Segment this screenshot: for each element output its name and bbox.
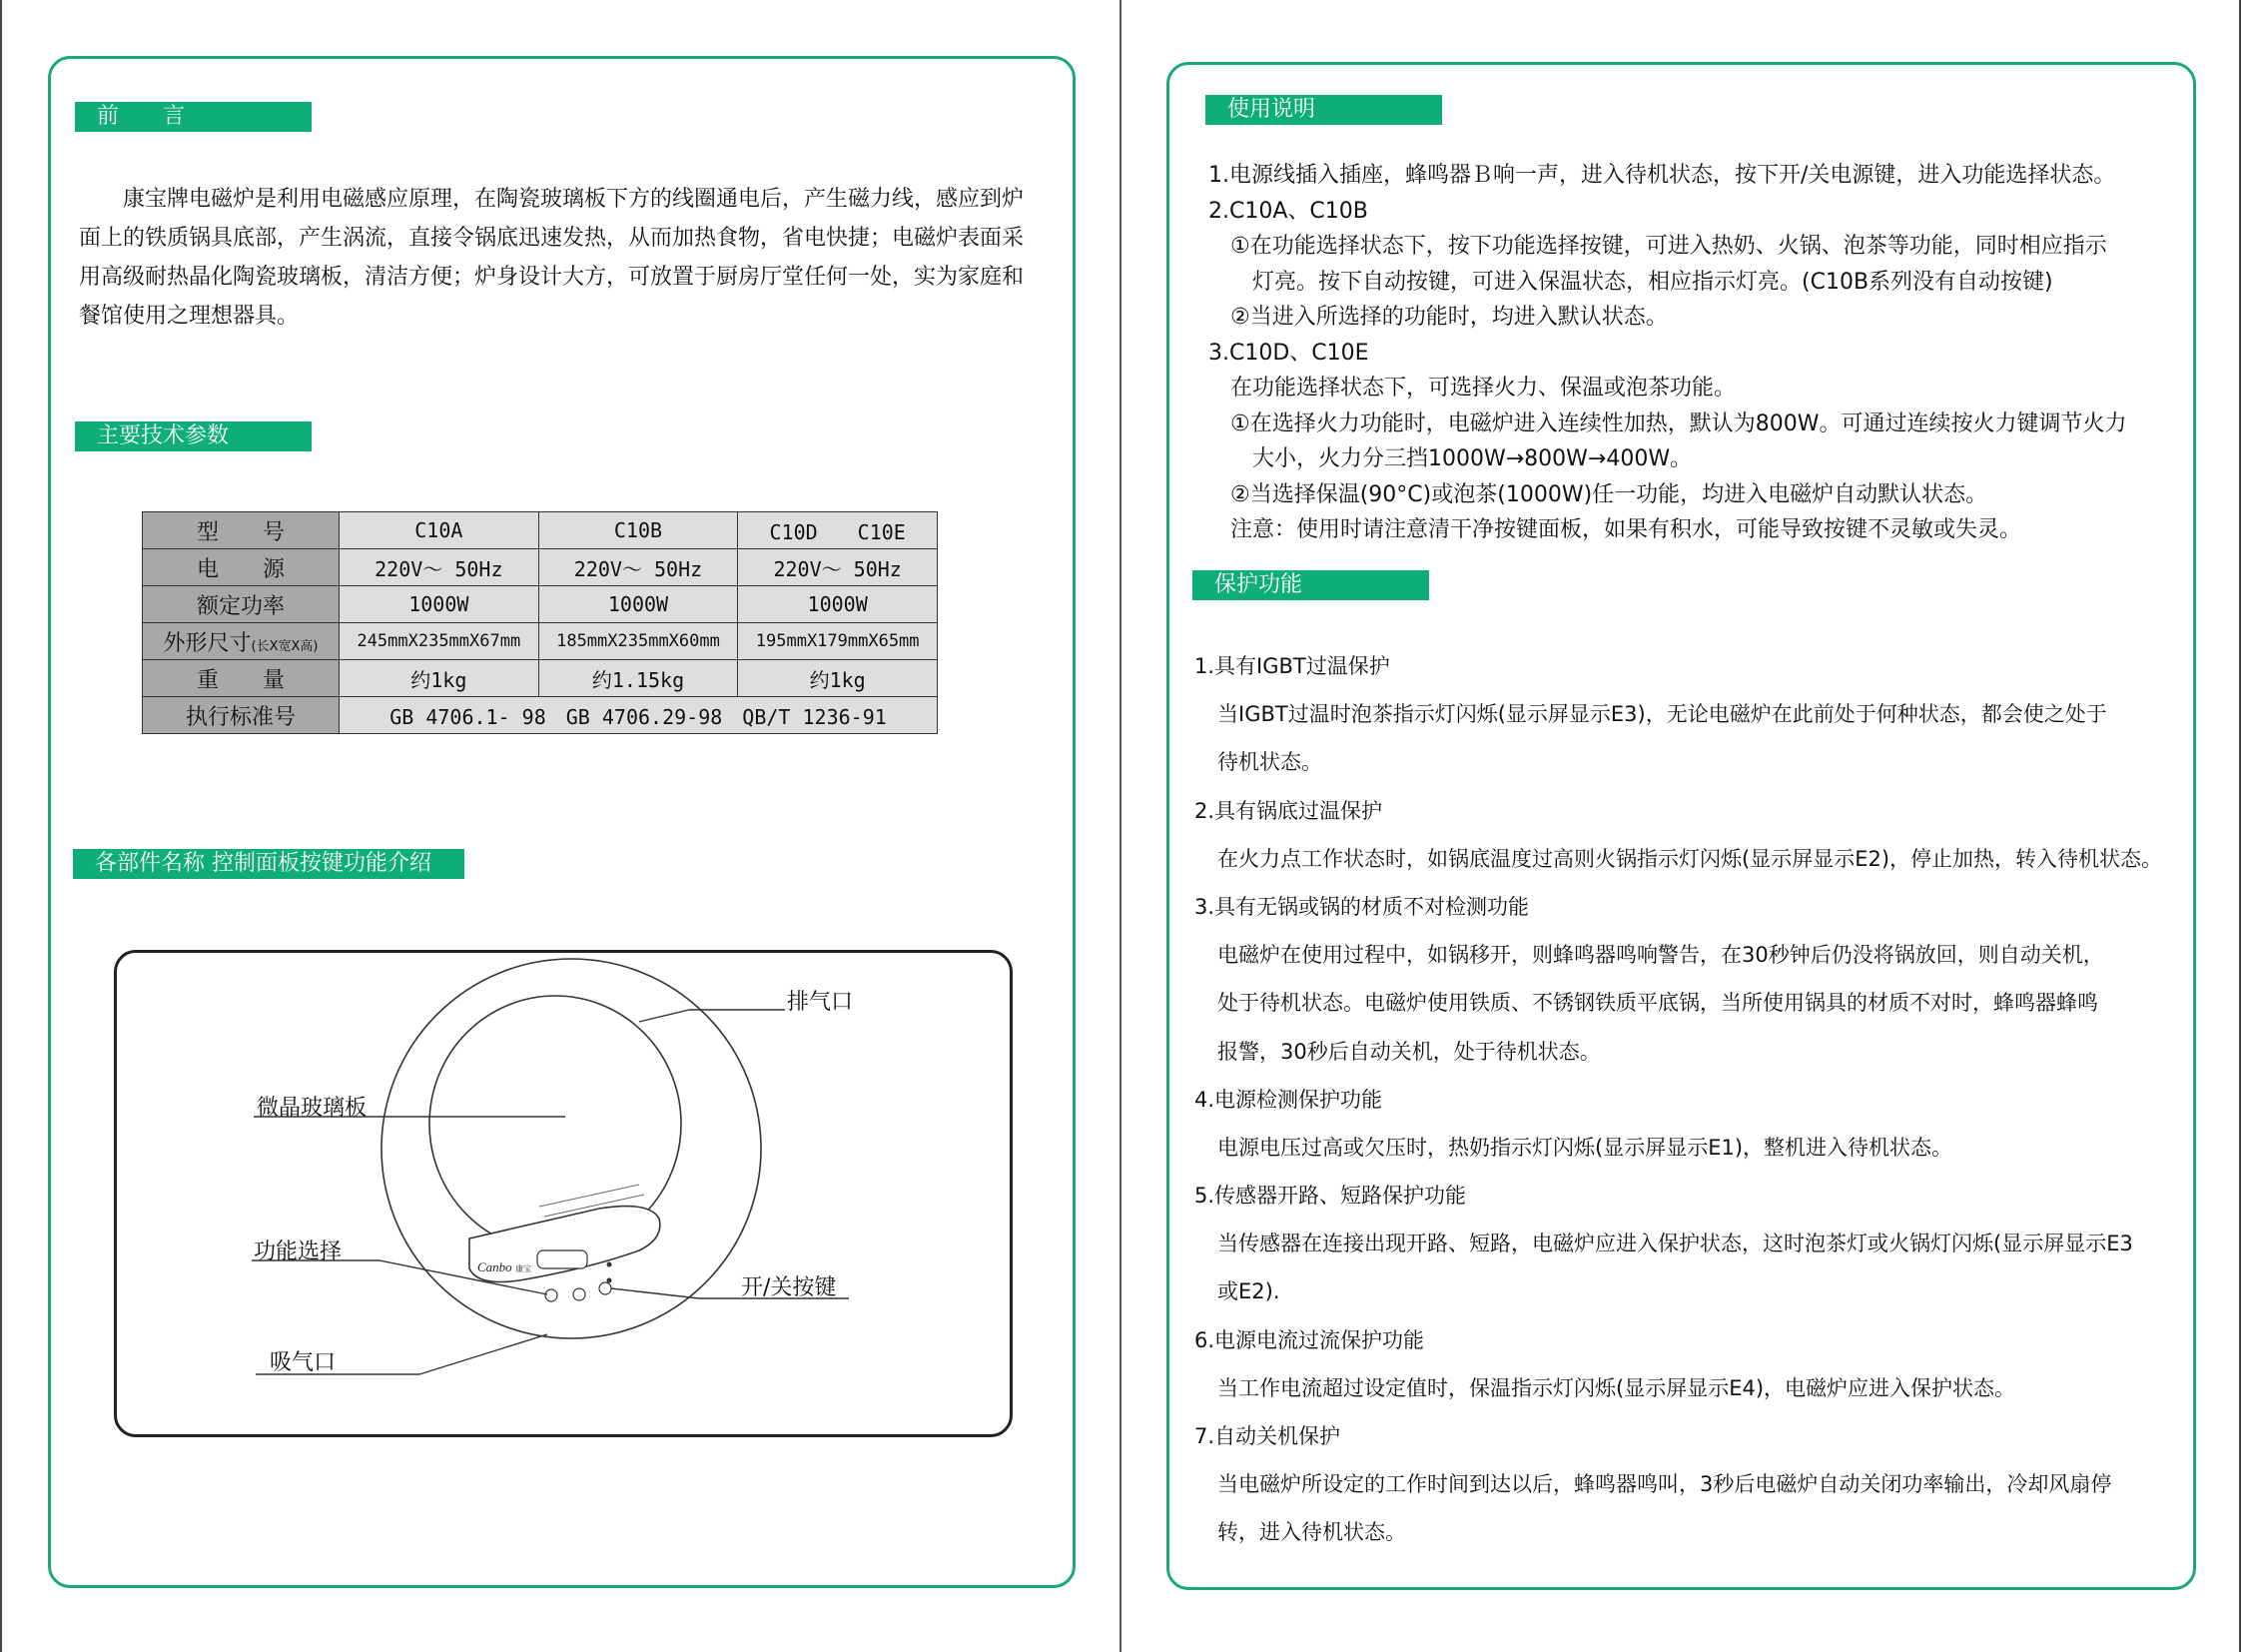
protection-item-desc: 转，进入待机状态。 bbox=[1217, 1520, 1406, 1545]
protection-item-desc: 当电磁炉所设定的工作时间到达以后，蜂鸣器鸣叫，3秒后电磁炉自动关闭功率输出，冷却风扇停 bbox=[1217, 1472, 2112, 1497]
spec-row-model bbox=[143, 512, 938, 549]
foreword-line: 面上的铁质锅具底部，产生涡流，直接令锅底迅速发热，从而加热食物，省电快捷；电磁炉表面采 bbox=[79, 226, 1025, 251]
display-window bbox=[537, 1250, 587, 1268]
spec-table bbox=[142, 511, 938, 734]
power-button bbox=[599, 1282, 611, 1294]
power-leader bbox=[611, 1288, 699, 1298]
parts-heading: 各部件名称 控制面板按键功能介绍 bbox=[73, 849, 464, 879]
protection-item-desc: 或E2). bbox=[1217, 1279, 1280, 1304]
spec-cell: C10A bbox=[340, 512, 539, 549]
panel-print-line bbox=[539, 1185, 639, 1207]
usage-line: ①在功能选择状态下，按下功能选择按键，可进入热奶、火锅、泡茶等功能，同时相应指示 bbox=[1208, 234, 2107, 259]
auto-button bbox=[573, 1288, 585, 1300]
usage-line: 2.C10A、C10B bbox=[1208, 198, 1368, 224]
spec-label: 型 号 bbox=[143, 512, 340, 549]
protection-item-desc: 当IGBT过温时泡茶指示灯闪烁(显示屏显示E3)，无论电磁炉在此前处于何种状态，都会使之处于 bbox=[1217, 702, 2107, 727]
foreword-heading: 前 言 bbox=[75, 102, 312, 132]
protection-item-title: 5.传感器开路、短路保护功能 bbox=[1194, 1184, 1467, 1209]
spec-row-weight bbox=[143, 660, 938, 697]
indicator-light bbox=[607, 1262, 612, 1267]
spec-label: 重 量 bbox=[143, 660, 340, 697]
foreword-line: 用高级耐热晶化陶瓷玻璃板，清洁方便；炉身设计大方，可放置于厨房厅堂任何一处，实为家庭和 bbox=[79, 265, 1025, 290]
protection-heading: 保护功能 bbox=[1192, 570, 1429, 600]
spec-label: 外形尺寸(长X宽X高) bbox=[143, 623, 340, 660]
indicator-light bbox=[607, 1278, 612, 1283]
spec-cell: 1000W bbox=[340, 586, 539, 623]
spec-label: 额定功率 bbox=[143, 586, 340, 623]
protection-list bbox=[1194, 648, 2162, 1563]
spec-row-dimensions bbox=[143, 623, 938, 660]
spec-row-standard bbox=[143, 697, 938, 734]
spec-cell: 185mmX235mmX60mm bbox=[538, 623, 738, 660]
protection-item-title: 4.电源检测保护功能 bbox=[1194, 1087, 1383, 1112]
protection-item-desc: 当工作电流超过设定值时，保温指示灯闪烁(显示屏显示E4)，电磁炉应进入保护状态。 bbox=[1217, 1375, 2016, 1400]
callout-glass: 微晶玻璃板 bbox=[257, 1096, 368, 1121]
spec-cell: C10B bbox=[538, 512, 738, 549]
callout-power: 开/关按键 bbox=[741, 1275, 837, 1300]
protection-item-desc: 电源电压过高或欠压时，热奶指示灯闪烁(显示屏显示E1)，整机进入待机状态。 bbox=[1217, 1135, 1953, 1160]
usage-line: 1.电源线插入插座，蜂鸣器Ｂ响一声，进入待机状态，按下开/关电源键，进入功能选择状态。 bbox=[1208, 163, 2116, 188]
spec-cell: 1000W bbox=[538, 586, 738, 623]
protection-item-title: 7.自动关机保护 bbox=[1194, 1424, 1341, 1448]
protection-item-title: 2.具有锅底过温保护 bbox=[1194, 798, 1383, 823]
protection-item-desc: 电磁炉在使用过程中，如锅移开，则蜂鸣器鸣响警告，在30秒钟后仍没将锅放回，则自动关机， bbox=[1217, 943, 2104, 968]
protection-item-title: 3.具有无锅或锅的材质不对检测功能 bbox=[1194, 894, 1530, 919]
foreword-line: 餐馆使用之理想器具。 bbox=[79, 304, 300, 329]
callout-intake: 吸气口 bbox=[270, 1350, 337, 1375]
usage-line: 大小，火力分三挡1000W→800W→400W。 bbox=[1208, 446, 1693, 471]
spec-cell: 约1.15kg bbox=[538, 660, 738, 697]
spec-cell-merged: GB 4706.1- 98 GB 4706.29-98 QB/T 1236-91 bbox=[340, 697, 938, 734]
protection-item-desc: 当传感器在连接出现开路、短路，电磁炉应进入保护状态，这时泡茶灯或火锅灯闪烁(显示屏显示E3 bbox=[1217, 1232, 2133, 1256]
callout-function: 功能选择 bbox=[254, 1239, 343, 1264]
cooker-outer-ring bbox=[381, 959, 761, 1338]
spec-row-power-supply bbox=[143, 549, 938, 586]
usage-line: ①在选择火力功能时，电磁炉进入连续性加热，默认为800W。可通过连续按火力键调节火力 bbox=[1208, 411, 2127, 436]
protection-item-desc: 报警，30秒后自动关机，处于待机状态。 bbox=[1217, 1039, 1601, 1064]
usage-line: 灯亮。按下自动按键，可进入保温状态，相应指示灯亮。(C10B系列没有自动按键) bbox=[1208, 269, 2053, 295]
specs-heading: 主要技术参数 bbox=[75, 421, 312, 451]
usage-heading: 使用说明 bbox=[1205, 95, 1442, 125]
usage-line: ②当选择保温(90°C)或泡茶(1000W)任一功能，均进入电磁炉自动默认状态。 bbox=[1208, 481, 1988, 507]
spec-label: 执行标准号 bbox=[143, 697, 340, 734]
cooker-body bbox=[381, 959, 761, 1338]
spec-cell: 245mmX235mmX67mm bbox=[340, 623, 539, 660]
spec-cell: 220V～ 50Hz bbox=[538, 549, 738, 586]
brand-logo: Canbo bbox=[477, 1259, 512, 1274]
spec-cell: 约1kg bbox=[738, 660, 938, 697]
exhaust-leader bbox=[639, 1010, 689, 1022]
protection-item-title: 1.具有IGBT过温保护 bbox=[1194, 654, 1390, 678]
foreword-line: 康宝牌电磁炉是利用电磁感应原理，在陶瓷玻璃板下方的线圈通电后，产生磁力线，感应到炉 bbox=[123, 187, 1025, 212]
page-fold bbox=[1120, 0, 1121, 1652]
usage-instructions bbox=[1208, 158, 2126, 548]
protection-item-desc: 待机状态。 bbox=[1217, 750, 1322, 775]
brand-logo-cn: 康宝 bbox=[515, 1264, 531, 1273]
usage-line: 3.C10D、C10E bbox=[1208, 340, 1369, 366]
spec-label-note: (长X宽X高) bbox=[251, 638, 319, 654]
function-button bbox=[545, 1289, 557, 1301]
spec-cell: C10D C10E bbox=[738, 512, 938, 549]
foreword-text bbox=[79, 180, 1024, 336]
spec-label: 电 源 bbox=[143, 549, 340, 586]
spec-cell: 约1kg bbox=[340, 660, 539, 697]
induction-cooker-diagram bbox=[0, 939, 1059, 1498]
intake-leader bbox=[419, 1334, 547, 1374]
callout-exhaust: 排气口 bbox=[787, 990, 854, 1015]
usage-line: ②当进入所选择的功能时，均进入默认状态。 bbox=[1208, 305, 1668, 330]
protection-item-desc: 处于待机状态。电磁炉使用铁质、不锈钢铁质平底锅，当所使用锅具的材质不对时，蜂鸣器蜂鸣 bbox=[1217, 991, 2098, 1016]
callout-lines bbox=[252, 1010, 849, 1374]
usage-line: 注意：使用时请注意清干净按键面板，如果有积水，可能导致按键不灵敏或失灵。 bbox=[1208, 517, 2022, 542]
spec-row-rated-power bbox=[143, 586, 938, 623]
spec-cell: 195mmX179mmX65mm bbox=[738, 623, 938, 660]
spec-cell: 220V～ 50Hz bbox=[340, 549, 539, 586]
spec-cell: 220V～ 50Hz bbox=[738, 549, 938, 586]
spec-cell: 1000W bbox=[738, 586, 938, 623]
usage-line: 在功能选择状态下，可选择火力、保温或泡茶功能。 bbox=[1208, 376, 1737, 401]
protection-item-title: 6.电源电流过流保护功能 bbox=[1194, 1327, 1425, 1352]
protection-item-desc: 在火力点工作状态时，如锅底温度过高则火锅指示灯闪烁(显示屏显示E2)，停止加热，转入待机状态。 bbox=[1217, 846, 2163, 871]
